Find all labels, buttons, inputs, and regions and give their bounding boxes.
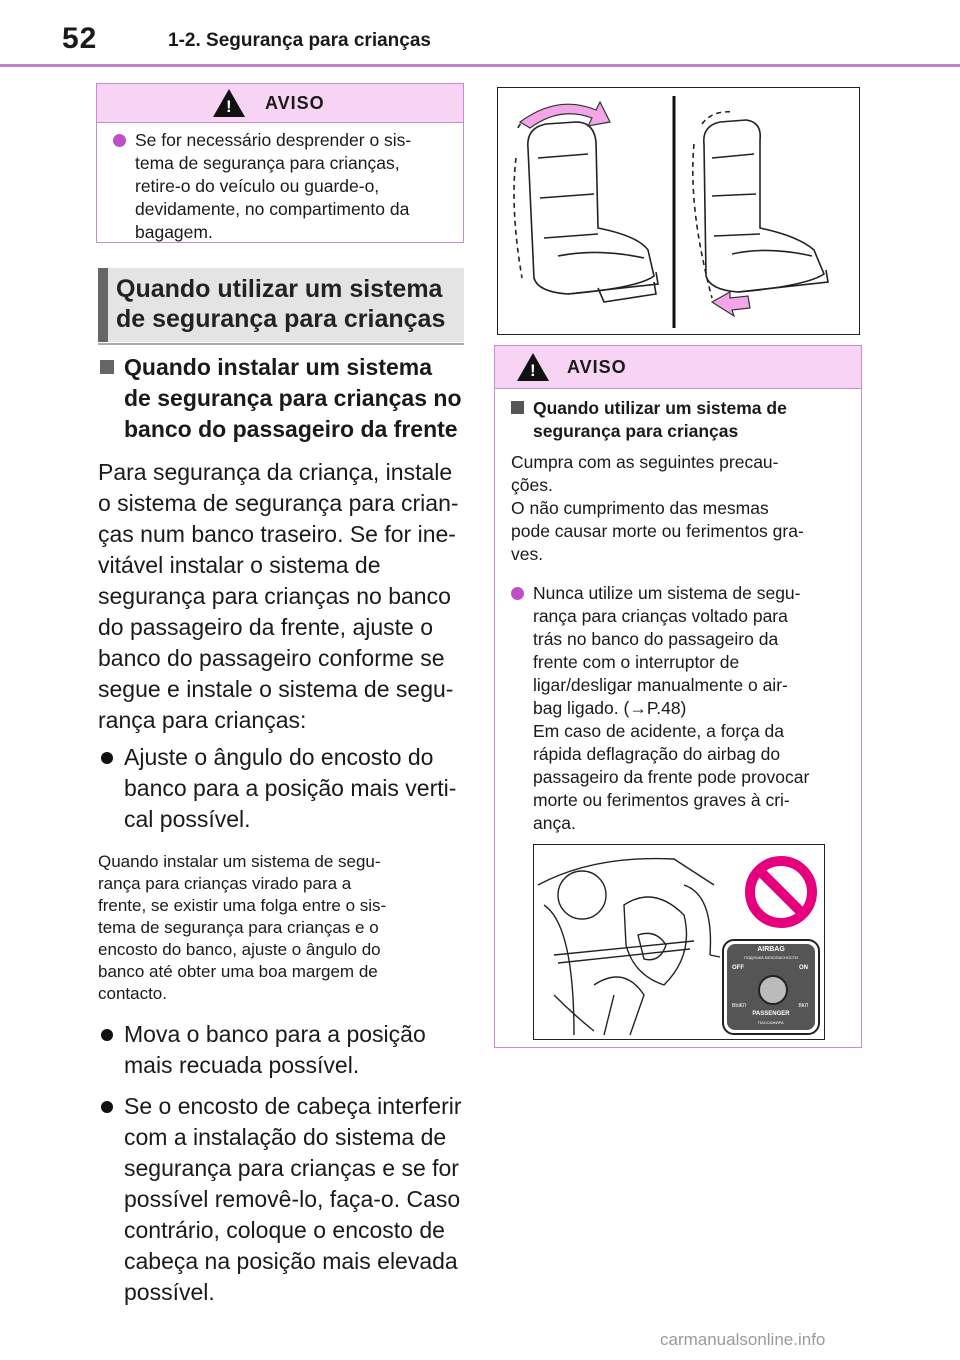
warning-item bbox=[113, 129, 449, 244]
warning-header bbox=[495, 346, 861, 389]
bullet-item bbox=[98, 1091, 468, 1308]
bullet-dot-icon bbox=[101, 1101, 113, 1113]
switch-label-top: AIRBAG bbox=[757, 946, 785, 953]
body-paragraph: Para segurança da criança, instale o sistema de segurança para crian- ças num banco traseiro. Se for ine- vitável instalar o sistema de segurança para crianças no banco do passageiro da frente, ajuste o banco do passageiro conforme se segue e instale o sistema de segu- rança para crianças: bbox=[98, 459, 459, 733]
subheading bbox=[98, 352, 468, 445]
warning-intro: Cumpra com as seguintes precau- ções. O não cumprimento das mesmas pode causar morte ou ferimentos gra- ves. bbox=[511, 452, 804, 564]
page-header bbox=[0, 0, 960, 66]
prohibited-icon bbox=[744, 855, 818, 929]
section-title: 1-2. Segurança para crianças bbox=[168, 30, 431, 51]
bullet-dot-icon bbox=[101, 1029, 113, 1041]
bullet-text: Se o encosto de cabeça interferir com a instalação do sistema de segurança para crianças e se for possível removê-lo, faça-o. Caso contrário, coloque o encosto de cabeça na posição mais elevada possível. bbox=[124, 1093, 462, 1305]
warning-subheading bbox=[511, 397, 847, 443]
banner-bar bbox=[98, 268, 108, 342]
switch-on-label: ON bbox=[799, 965, 808, 971]
seat-illustration bbox=[498, 88, 859, 334]
section-banner bbox=[98, 268, 464, 342]
banner-rule bbox=[98, 343, 464, 345]
subheading-text: Quando instalar um sistema de segurança para crianças no banco do passageiro da frente bbox=[124, 354, 462, 442]
switch-knob-icon bbox=[758, 975, 788, 1005]
switch-on-ru: ВКЛ bbox=[798, 1003, 808, 1009]
warning-body bbox=[495, 389, 861, 845]
header-rule bbox=[0, 64, 960, 67]
bullet-item bbox=[98, 1019, 468, 1081]
warning-label: AVISO bbox=[567, 357, 627, 377]
warning-item-text: Nunca utilize um sistema de segu- rança para crianças voltado para trás no banco do passageiro da frente com o interruptor de ligar/desligar manualmente o air- bag ligado. (→P.48) Em caso de acidente, a força da rápida deflagração do airbag do passageiro da frente pode provocar morte ou ferimentos graves à cri- ança. bbox=[533, 583, 810, 833]
watermark: carmanualsonline.info bbox=[660, 1330, 826, 1349]
airbag-switch-figure bbox=[533, 844, 825, 1040]
left-column bbox=[98, 352, 468, 1308]
bullet-item bbox=[98, 742, 468, 835]
square-bullet-icon bbox=[100, 360, 114, 374]
page-number: 52 bbox=[62, 22, 98, 55]
bullet-dot-icon bbox=[101, 752, 113, 764]
switch-label-bottom: PASSENGER bbox=[752, 1011, 790, 1017]
switch-label-top-ru: ПОДУШКА БЕЗОПАСНОСТИ bbox=[743, 955, 799, 960]
bullet-text: Ajuste o ângulo do encosto do banco para a posição mais verti- cal possível. bbox=[124, 744, 457, 832]
warning-body bbox=[97, 123, 463, 254]
warning-item bbox=[511, 582, 847, 835]
warning-label: AVISO bbox=[265, 93, 325, 113]
square-bullet-icon bbox=[511, 401, 524, 414]
warning-triangle-icon bbox=[213, 89, 245, 117]
switch-label-bottom-ru: ПАССАЖИРА bbox=[758, 1020, 784, 1025]
bullet-text: Mova o banco para a posição mais recuada possível. bbox=[124, 1021, 426, 1078]
bullet-dot-icon bbox=[511, 587, 524, 600]
bullet-dot-icon bbox=[113, 134, 126, 147]
warning-triangle-icon bbox=[517, 353, 549, 381]
warning-subheading-text: Quando utilizar um sistema de segurança para crianças bbox=[533, 398, 787, 441]
warning-box-right bbox=[494, 345, 862, 1048]
switch-off-label: OFF bbox=[732, 965, 744, 971]
warning-box-top bbox=[96, 83, 464, 243]
seat-adjustment-figure bbox=[497, 87, 860, 335]
warning-header bbox=[97, 84, 463, 123]
switch-off-ru: ВЫКЛ bbox=[732, 1003, 746, 1009]
warning-item-text: Se for necessário desprender o sis- tema de segurança para crianças, retire-o do veículo ou guarde-o, devidamente, no compartimento da bagagem. bbox=[135, 130, 412, 242]
note-text: Quando instalar um sistema de segu- rança para crianças virado para a frente, se existir uma folga entre o sis- tema de segurança para crianças e o encosto do banco, ajuste o ângulo do banco até obter uma boa margem de contacto. bbox=[98, 852, 387, 1003]
section-banner-title: Quando utilizar um sistema de segurança para crianças bbox=[116, 275, 446, 333]
airbag-switch-panel bbox=[722, 939, 820, 1035]
